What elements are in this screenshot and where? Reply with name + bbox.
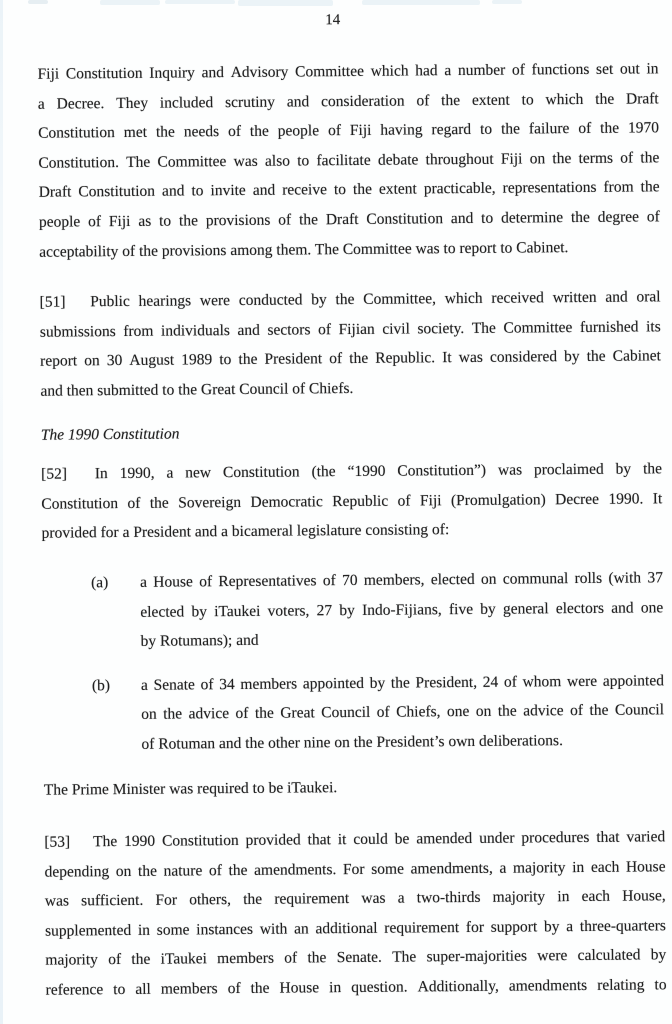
text-line: Constitution met the needs of the people of Fiji having regard to the failure of the 1970 <box>38 119 660 142</box>
paragraph-51 <box>40 282 662 406</box>
text-line: by Rotumans); and <box>140 631 259 650</box>
paragraph-number: [52] <box>41 465 68 483</box>
document-body <box>38 54 667 1005</box>
text-line: a House of Representatives of 70 members, elected on communal rolls (with 37 <box>139 569 663 591</box>
text-line: majority of the iTaukei members of the Senate. The super-majorities were calculated by <box>45 946 667 970</box>
page-number: 14 <box>325 12 341 29</box>
text-line: [52] In 1990, a new Constitution (the “1990 Constitution”) was proclaimed by the <box>41 454 662 489</box>
paragraph-52 <box>41 454 663 548</box>
paragraph-body-0 <box>38 54 661 267</box>
text-line: provided for a President and a bicameral legislature consisting of: <box>41 521 450 543</box>
text-line: supplemented in some instances with an additional requirement for support by a three-quarters <box>45 917 666 940</box>
text-line: Fiji Constitution Inquiry and Advisory Committee which had a number of functions set out in <box>37 60 659 83</box>
list-item-label: (a) <box>91 574 109 592</box>
text-line: was sufficient. For others, the requirement was a two-thirds majority in each House, <box>44 887 666 910</box>
text-line: a Decree. They included scrutiny and consideration of the extent to which the Draft <box>37 89 659 113</box>
text-line: of Rotuman and the other nine on the President’s own deliberations. <box>141 732 563 753</box>
paragraph-number: [53] <box>44 833 71 851</box>
text-line: a Senate of 34 members appointed by the President, 24 of whom were appointed <box>140 671 664 694</box>
text-line: report on 30 August 1989 to the President of the Republic. It was considered by the Cabinet <box>40 347 662 371</box>
text-line: elected by iTaukei voters, 27 by Indo-Fijians, five by general electors and one <box>140 598 664 621</box>
text-line: [53] The 1990 Constitution provided that it could be amended under procedures that varied <box>44 822 665 857</box>
text-line: Draft Constitution and to invite and receive to the extent practicable, representations from the <box>38 178 660 202</box>
text-line: on the advice of the Great Council of Chiefs, one on the advice of the Council <box>141 701 665 724</box>
paragraph-body-6 <box>44 771 665 806</box>
text-line: acceptability of the provisions among them. The Committee was to report to Cabinet. <box>39 238 569 261</box>
text-line: submissions from individuals and sectors of Fijian civil society. The Committee furnished its <box>39 318 661 341</box>
text-line: and then submitted to the Great Council of Chiefs. <box>40 379 354 400</box>
text-line: people of Fiji as to the provisions of the Draft Constitution and to determine the degree of <box>38 208 660 231</box>
scan-edge-artifact <box>0 0 3 1024</box>
paragraph-number: [51] <box>39 293 66 311</box>
text-line: Constitution. The Committee was also to facilitate debate throughout Fiji on the terms of the <box>38 149 660 172</box>
section-heading: The 1990 Constitution <box>40 425 180 444</box>
text-line: reference to all members of the House in question. Additionally, amendments relating to <box>45 976 667 999</box>
list-item-b <box>43 666 665 760</box>
paragraph-53 <box>44 822 667 1005</box>
text-line: Constitution of the Sovereign Democratic Republic of Fiji (Promulgation) Decree 1990. It <box>41 489 663 513</box>
list-item-a <box>42 563 664 657</box>
list-item-label: (b) <box>91 676 111 694</box>
text-line: [51] Public hearings were conducted by the Committee, which received written and oral <box>40 282 661 317</box>
text-line: The Prime Minister was required to be iTaukei. <box>43 779 338 800</box>
text-line: depending on the nature of the amendments. For some amendments, a majority in each House <box>44 857 666 881</box>
document-content <box>37 0 667 1005</box>
